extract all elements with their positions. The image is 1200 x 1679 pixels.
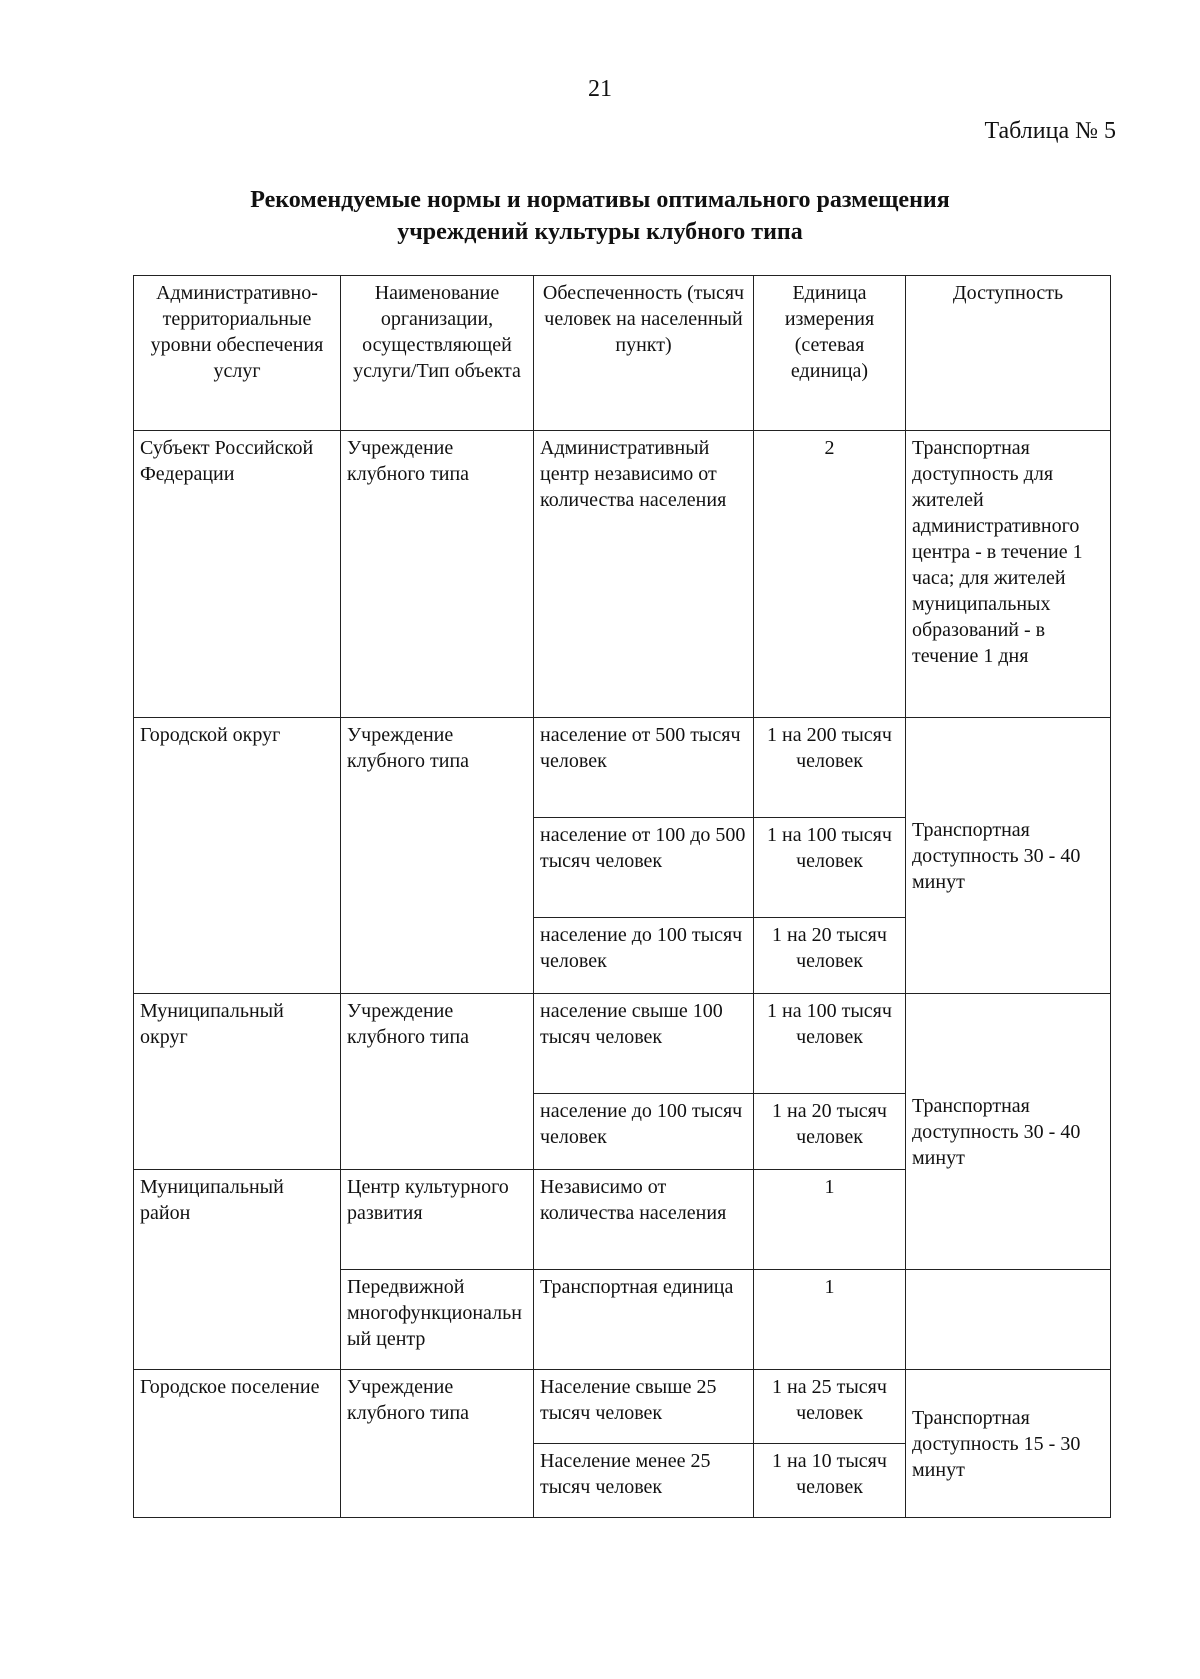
table-row	[134, 431, 1111, 718]
cell-provision: Население менее 25 тысяч человек	[534, 1444, 754, 1518]
cell-provision: население свыше 100 тысяч человек	[534, 994, 754, 1094]
cell-accessibility: Транспортная доступность 30 - 40 минут	[906, 718, 1111, 994]
cell-provision: население до 100 тысяч человек	[534, 1094, 754, 1170]
title-line-1: Рекомендуемые нормы и нормативы оптимального размещения	[250, 187, 950, 213]
cell-unit: 1 на 20 тысяч человек	[754, 918, 906, 994]
title-line-2: учреждений культуры клубного типа	[397, 219, 803, 245]
cell-unit: 1 на 10 тысяч человек	[754, 1444, 906, 1518]
table-row	[134, 1370, 1111, 1444]
cell-provision: население от 100 до 500 тысяч человек	[534, 818, 754, 918]
cell-organization: Учреждение клубного типа	[341, 1370, 534, 1518]
header-level: Административно-территориальные уровни обеспечения услуг	[134, 276, 341, 431]
header-provision: Обеспеченность (тысяч человек на населенный пункт)	[534, 276, 754, 431]
document-title	[0, 184, 1200, 248]
cell-unit: 1	[754, 1170, 906, 1270]
cell-unit: 1 на 100 тысяч человек	[754, 994, 906, 1094]
cell-organization: Учреждение клубного типа	[341, 718, 534, 994]
cell-unit: 1 на 25 тысяч человек	[754, 1370, 906, 1444]
cell-level: Муниципальный округ	[134, 994, 341, 1170]
cell-accessibility: Транспортная доступность 15 - 30 минут	[906, 1370, 1111, 1518]
cell-provision: население до 100 тысяч человек	[534, 918, 754, 994]
cell-organization: Учреждение клубного типа	[341, 994, 534, 1170]
cell-organization: Центр культурного развития	[341, 1170, 534, 1270]
cell-level: Городской округ	[134, 718, 341, 994]
table-header-row	[134, 276, 1111, 431]
cell-accessibility	[906, 1270, 1111, 1370]
header-unit: Единица измерения (сетевая единица)	[754, 276, 906, 431]
header-organization: Наименование организации, осуществляющей услуги/Тип объекта	[341, 276, 534, 431]
cell-unit: 1 на 200 тысяч человек	[754, 718, 906, 818]
cell-accessibility: Транспортная доступность 30 - 40 минут	[906, 994, 1111, 1270]
cell-provision: Транспортная единица	[534, 1270, 754, 1370]
table-row	[134, 718, 1111, 818]
page-number: 21	[588, 76, 612, 102]
cell-provision: Население свыше 25 тысяч человек	[534, 1370, 754, 1444]
cell-organization: Учреждение клубного типа	[341, 431, 534, 718]
table-caption: Таблица № 5	[984, 118, 1116, 144]
cell-provision: Независимо от количества населения	[534, 1170, 754, 1270]
header-accessibility: Доступность	[906, 276, 1111, 431]
cell-provision: население от 500 тысяч человек	[534, 718, 754, 818]
norms-table	[133, 275, 1111, 1518]
cell-level: Городское поселение	[134, 1370, 341, 1518]
table-row	[134, 994, 1111, 1094]
cell-unit: 2	[754, 431, 906, 718]
cell-level: Субъект Российской Федерации	[134, 431, 341, 718]
cell-provision: Административный центр независимо от количества населения	[534, 431, 754, 718]
cell-unit: 1	[754, 1270, 906, 1370]
cell-organization: Передвижной многофункциональный центр	[341, 1270, 534, 1370]
cell-accessibility: Транспортная доступность для жителей административного центра - в течение 1 часа; для жителей муниципальных образований - в течение 1 дня	[906, 431, 1111, 718]
cell-unit: 1 на 20 тысяч человек	[754, 1094, 906, 1170]
cell-level: Муниципальный район	[134, 1170, 341, 1370]
cell-unit: 1 на 100 тысяч человек	[754, 818, 906, 918]
